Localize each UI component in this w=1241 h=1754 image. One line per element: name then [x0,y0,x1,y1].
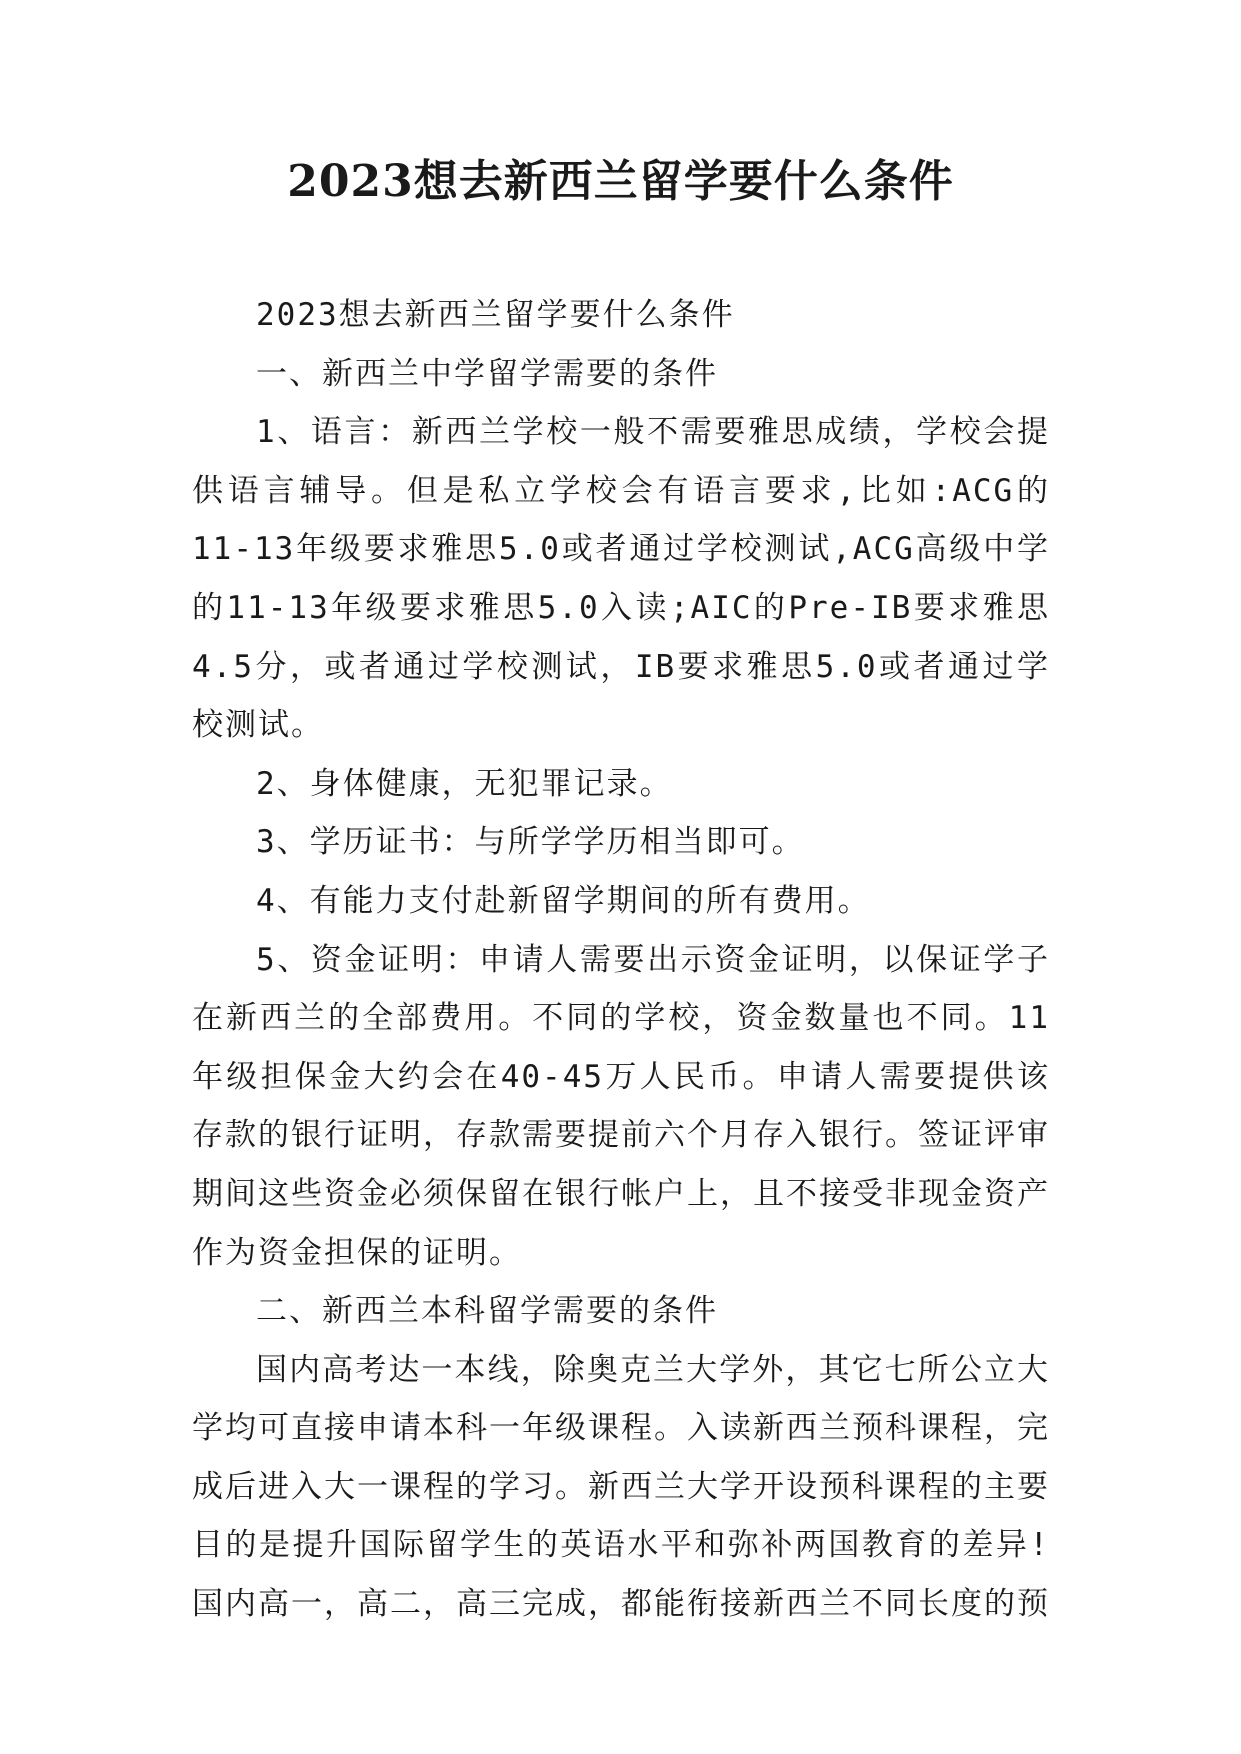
document-body [192,286,1050,1634]
paragraph-heading-repeat: 2023想去新西兰留学要什么条件 [256,297,735,333]
paragraph-language-requirement: 1、语言：新西兰学校一般不需要雅思成绩，学校会提供语言辅导。但是私立学校会有语言要求,比如:ACG的11-13年级要求雅思5.0或者通过学校测试,ACG高级中学的11-13年级要求雅思5.0入读;AIC的Pre-IB要求雅思4.5分，或者通过学校测试，IB要求雅思5.0或者通过学校测试。 [192,414,1050,744]
paragraph-undergraduate-requirements: 国内高考达一本线，除奥克兰大学外，其它七所公立大学均可直接申请本科一年级课程。入读新西兰预科课程，完成后进入大一课程的学习。新西兰大学开设预科课程的主要目的是提升国际留学生的英语水平和弥补两国教育的差异!国内高一，高二，高三完成，都能衔接新西兰不同长度的预 [192,1351,1050,1623]
paragraph-ability-to-pay: 4、有能力支付赴新留学期间的所有费用。 [256,882,871,919]
paragraph-funds-proof: 5、资金证明：申请人需要出示资金证明，以保证学子在新西兰的全部费用。不同的学校，资金数量也不同。11年级担保金大约会在40-45万人民币。申请人需要提供该存款的银行证明，存款需要提前六个月存入银行。签证评审期间这些资金必须保留在银行帐户上，且不接受非现金资产作为资金担保的证明。 [192,941,1050,1271]
document-title: 2023想去新西兰留学要什么条件 [287,156,954,207]
paragraph-education-certificate: 3、学历证书：与所学学历相当即可。 [256,824,805,861]
paragraph-health: 2、身体健康，无犯罪记录。 [256,765,673,802]
section-heading-secondary-school: 一、新西兰中学留学需要的条件 [256,355,718,392]
section-heading-undergraduate: 二、新西兰本科留学需要的条件 [256,1293,718,1330]
